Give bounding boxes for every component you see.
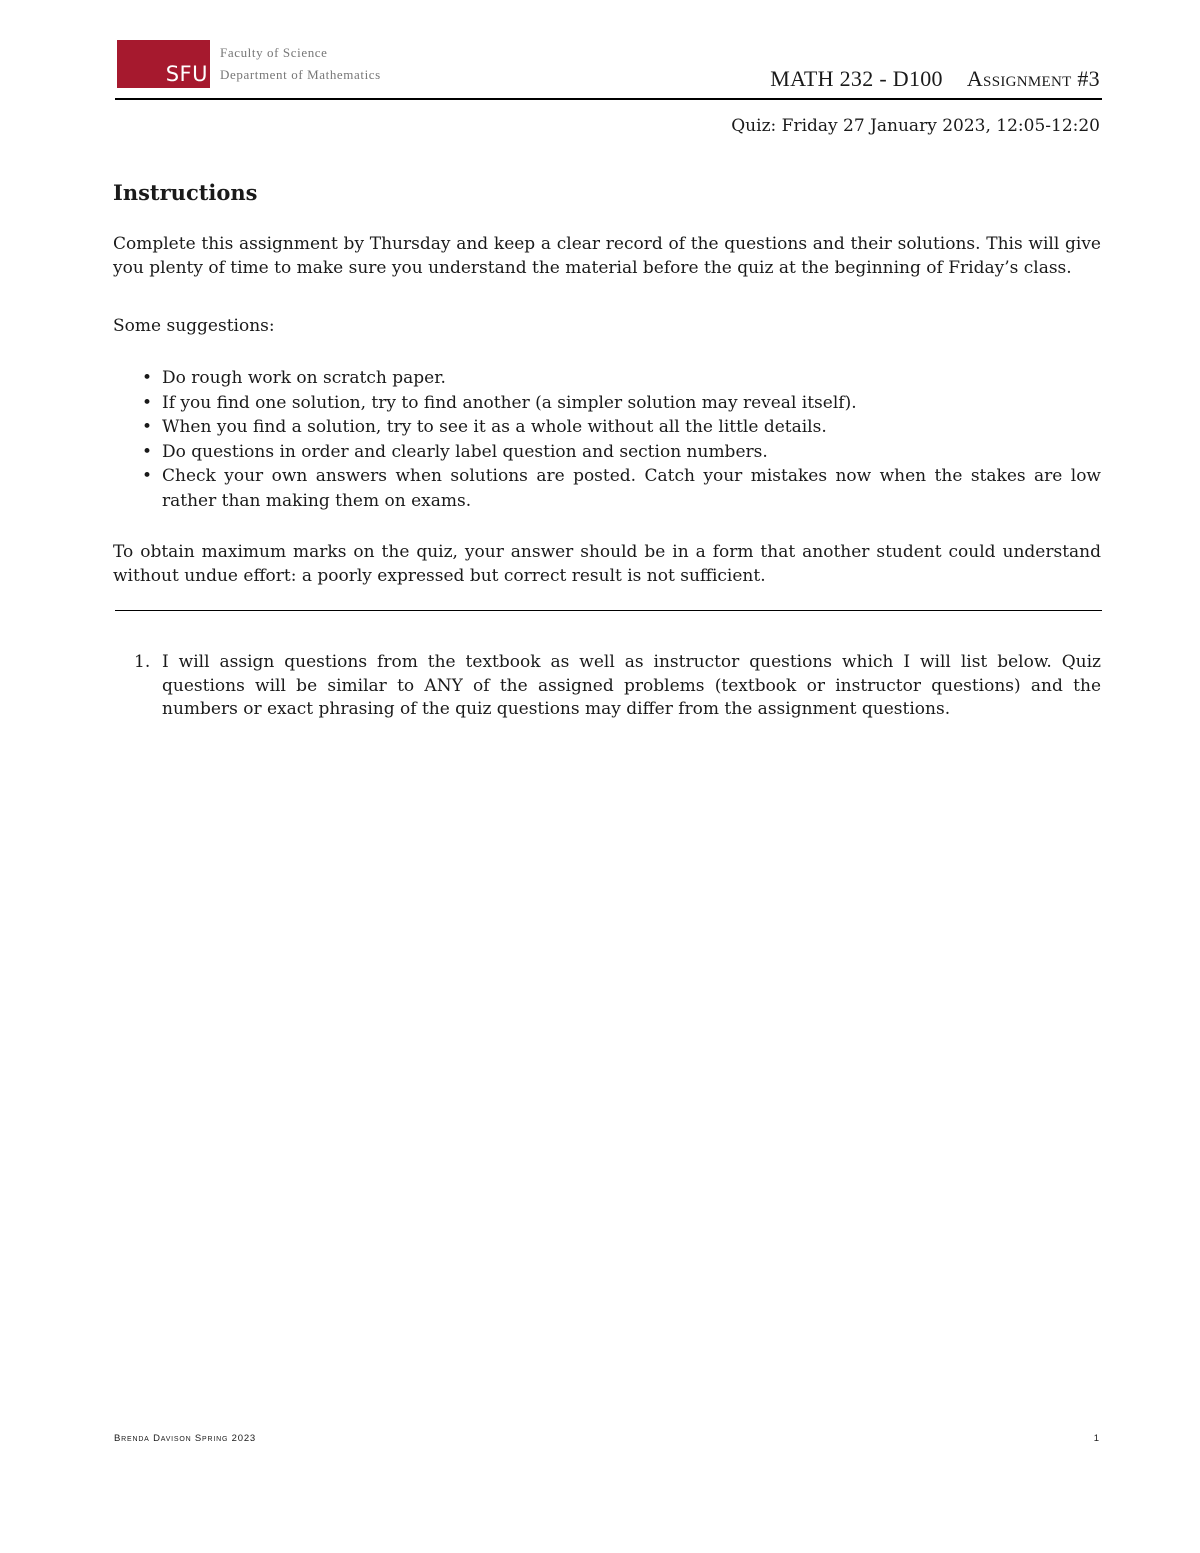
list-item bbox=[113, 440, 1101, 465]
suggestion-text: If you find one solution, try to find another (a simpler solution may reveal itself). bbox=[162, 392, 857, 413]
bullet-icon: • bbox=[142, 392, 153, 413]
list-item bbox=[113, 391, 1101, 416]
section-divider bbox=[115, 610, 1102, 611]
sfu-logo-text: SFU bbox=[165, 62, 208, 86]
suggestion-text: Do rough work on scratch paper. bbox=[162, 368, 446, 388]
course-header bbox=[770, 66, 1100, 92]
question-number: 1. bbox=[134, 652, 151, 672]
header-rule bbox=[115, 98, 1102, 100]
suggestion-text: Check your own answers when solutions are posted. Catch your mistakes now when the stakes are low rather than making them on exams. bbox=[162, 466, 1101, 511]
suggestion-text: Do questions in order and clearly label question and section numbers. bbox=[162, 441, 768, 462]
sfu-logo-box bbox=[117, 40, 210, 88]
course-code: MATH 232 - D100 bbox=[770, 66, 943, 91]
quiz-date: Quiz: Friday 27 January 2023, 12:05-12:20 bbox=[731, 116, 1100, 136]
bullet-icon: • bbox=[142, 441, 153, 462]
suggestions-intro: Some suggestions: bbox=[113, 316, 275, 336]
assignment-title: Assignment #3 bbox=[966, 66, 1100, 91]
sfu-logo bbox=[117, 40, 417, 88]
suggestion-text: When you find a solution, try to see it as a whole without all the little details. bbox=[162, 417, 827, 437]
list-item bbox=[113, 366, 1101, 391]
footer-author: Brenda Davison Spring 2023 bbox=[114, 1433, 256, 1444]
question-text: I will assign questions from the textbook as well as instructor questions which I will list below. Quiz questions will be similar to ANY of the assigned problems (textbook or instructor questions) and the numbers or exact phrasing of the quiz questions may differ from the assignment questions. bbox=[162, 652, 1101, 719]
department-name: Department of Mathematics bbox=[220, 67, 381, 82]
question-item bbox=[113, 651, 1101, 722]
bullet-icon: • bbox=[142, 417, 153, 437]
bullet-icon: • bbox=[142, 466, 153, 486]
instructions-paragraph: Complete this assignment by Thursday and keep a clear record of the questions and their solutions. This will give you plenty of time to make sure you understand the material before the quiz at the beginning of Friday’s class. bbox=[113, 234, 1101, 278]
bullet-icon: • bbox=[142, 368, 153, 388]
instructions-heading: Instructions bbox=[113, 180, 258, 205]
faculty-name: Faculty of Science bbox=[220, 45, 328, 60]
list-item bbox=[113, 464, 1101, 513]
list-item bbox=[113, 415, 1101, 440]
page-number: 1 bbox=[1093, 1433, 1099, 1444]
marking-paragraph: To obtain maximum marks on the quiz, your answer should be in a form that another student could understand without undue effort: a poorly expressed but correct result is not sufficient. bbox=[113, 542, 1101, 586]
suggestions-list bbox=[113, 366, 1101, 513]
questions-list bbox=[113, 651, 1101, 722]
